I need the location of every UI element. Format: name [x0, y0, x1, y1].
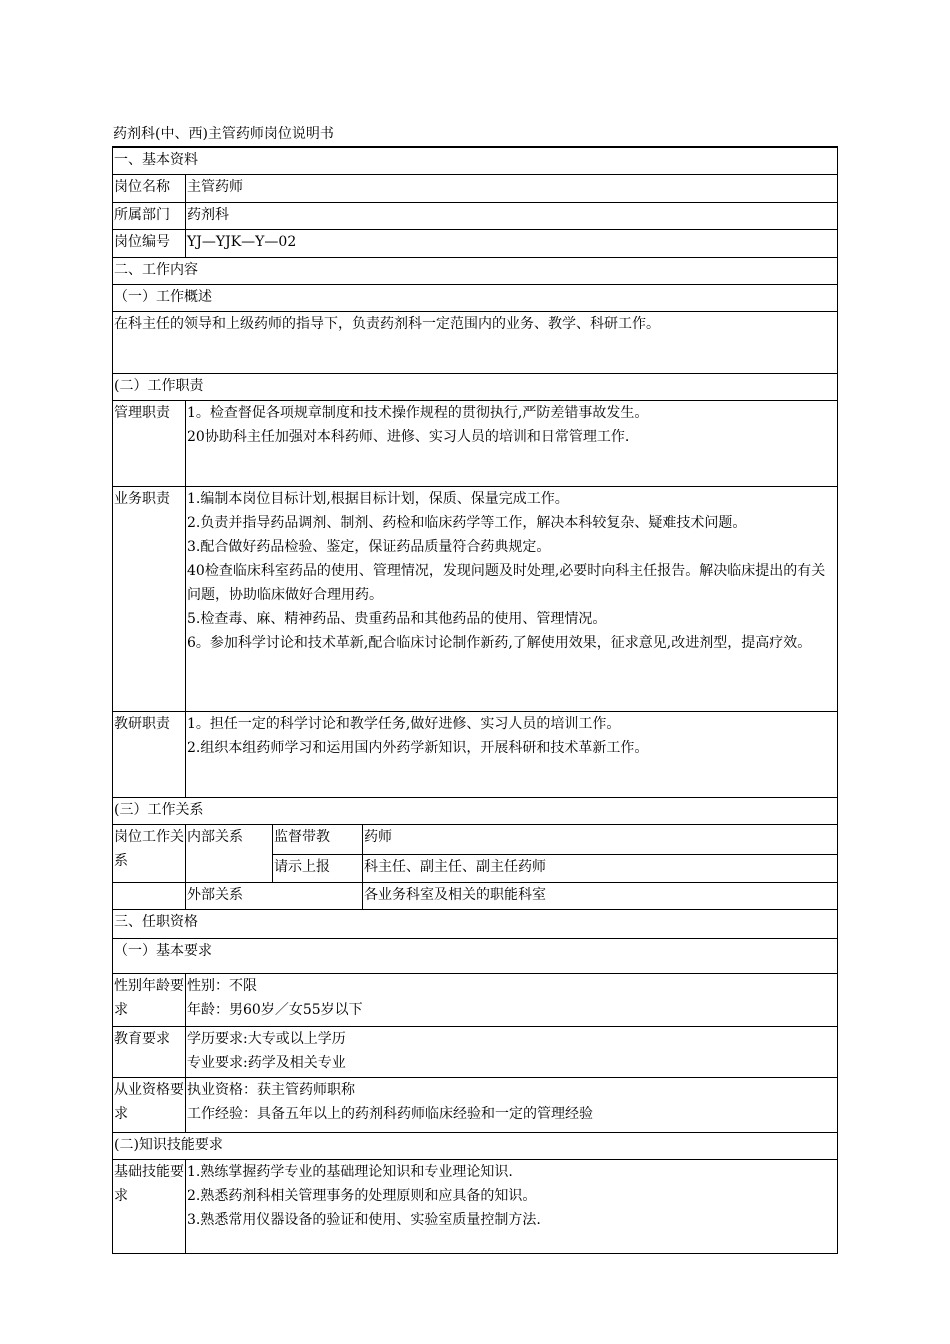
skill-item: 3.熟悉常用仪器设备的验证和使用、实验室质量控制方法. [187, 1211, 541, 1228]
teaching-duties-label: 教研职责 [113, 711, 186, 797]
job-description-table [112, 146, 838, 1254]
experience-requirement: 工作经验：具备五年以上的药剂科药师临床经验和一定的管理经验 [187, 1105, 593, 1122]
education-label: 教育要求 [113, 1026, 186, 1077]
management-duties-content [186, 400, 838, 486]
degree-requirement: 学历要求:大专或以上学历 [187, 1030, 346, 1047]
work-relations-heading: (三）工作关系 [113, 797, 838, 824]
skills-heading: (二)知识技能要求 [113, 1132, 838, 1159]
management-duties-label: 管理职责 [113, 400, 186, 486]
business-duty-item: 1.编制本岗位目标计划,根据目标计划，保质、保量完成工作。 [187, 490, 569, 507]
skill-item: 2.熟悉药剂科相关管理事务的处理原则和应具备的知识。 [187, 1187, 537, 1204]
supervise-label: 监督带教 [273, 824, 363, 854]
business-duty-item: 2.负责并指导药品调剂、制剂、药检和临床药学等工作，解决本科较复杂、疑难技术问题。 [187, 514, 747, 531]
teaching-duty-item: 1。担任一定的科学讨论和教学任务,做好进修、实习人员的培训工作。 [187, 715, 621, 732]
work-overview-heading: （一）工作概述 [113, 284, 838, 311]
business-duty-item: 5.检查毒、麻、精神药品、贵重药品和其他药品的使用、管理情况。 [187, 610, 607, 627]
external-relations-label: 外部关系 [186, 882, 363, 909]
report-label: 请示上报 [273, 854, 363, 882]
license-requirement: 执业资格：获主管药师职称 [187, 1081, 355, 1098]
basic-skills-content [186, 1159, 838, 1253]
work-relations-label: 岗位工作关系 [113, 824, 186, 882]
basic-requirements-heading: （一）基本要求 [113, 938, 838, 973]
department-value: 药剂科 [186, 202, 838, 229]
department-label: 所属部门 [113, 202, 186, 229]
teaching-duty-item: 2.组织本组药师学习和运用国内外药学新知识，开展科研和技术革新工作。 [187, 739, 649, 756]
business-duty-item: 6。参加科学讨论和技术革新,配合临床讨论制作新药,了解使用效果，征求意见,改进剂型，提高疗效。 [187, 634, 812, 651]
basic-skills-label: 基础技能要求 [113, 1159, 186, 1253]
major-requirement: 专业要求:药学及相关专业 [187, 1054, 346, 1071]
business-duties-content [186, 486, 838, 711]
internal-relations-label: 内部关系 [186, 824, 273, 882]
section-work-heading: 二、工作内容 [113, 257, 838, 284]
skill-item: 1.熟练掌握药学专业的基础理论知识和专业理论知识. [187, 1163, 513, 1180]
work-overview-text: 在科主任的领导和上级药师的指导下，负责药剂科一定范围内的业务、教学、科研工作。 [113, 311, 838, 373]
business-duty-item: 3.配合做好药品检验、鉴定，保证药品质量符合药典规定。 [187, 538, 551, 555]
gender-age-content [186, 973, 838, 1026]
business-duties-label: 业务职责 [113, 486, 186, 711]
gender-requirement: 性别：不限 [187, 977, 257, 994]
section-basic-heading: 一、基本资料 [113, 147, 838, 174]
gender-age-label: 性别年龄要求 [113, 973, 186, 1026]
work-duties-heading: (二）工作职责 [113, 373, 838, 400]
external-relations-spacer [113, 882, 186, 909]
post-name-value: 主管药师 [186, 174, 838, 202]
education-content [186, 1026, 838, 1077]
post-name-label: 岗位名称 [113, 174, 186, 202]
practice-qualification-label: 从业资格要求 [113, 1077, 186, 1132]
management-duty-item: 1。检查督促各项规章制度和技术操作规程的贯彻执行,严防差错事故发生。 [187, 404, 649, 421]
external-relations-value: 各业务科室及相关的职能科室 [363, 882, 838, 909]
practice-qualification-content [186, 1077, 838, 1132]
teaching-duties-content [186, 711, 838, 797]
business-duty-item: 40检查临床科室药品的使用、管理情况，发现问题及时处理,必要时向科主任报告。解决临床提出的有关问题，协助临床做好合理用药。 [187, 562, 826, 603]
management-duty-item: 20协助科主任加强对本科药师、进修、实习人员的培训和日常管理工作. [187, 428, 630, 445]
document-title: 药剂科(中、西)主管药师岗位说明书 [113, 126, 334, 142]
section-qualification-heading: 三、任职资格 [113, 909, 838, 938]
report-value: 科主任、副主任、副主任药师 [363, 854, 838, 882]
supervise-value: 药师 [363, 824, 838, 854]
post-code-value: YJ—YJK—Y—02 [186, 229, 838, 257]
age-requirement: 年龄：男60岁／女55岁以下 [187, 1001, 363, 1018]
post-code-label: 岗位编号 [113, 229, 186, 257]
